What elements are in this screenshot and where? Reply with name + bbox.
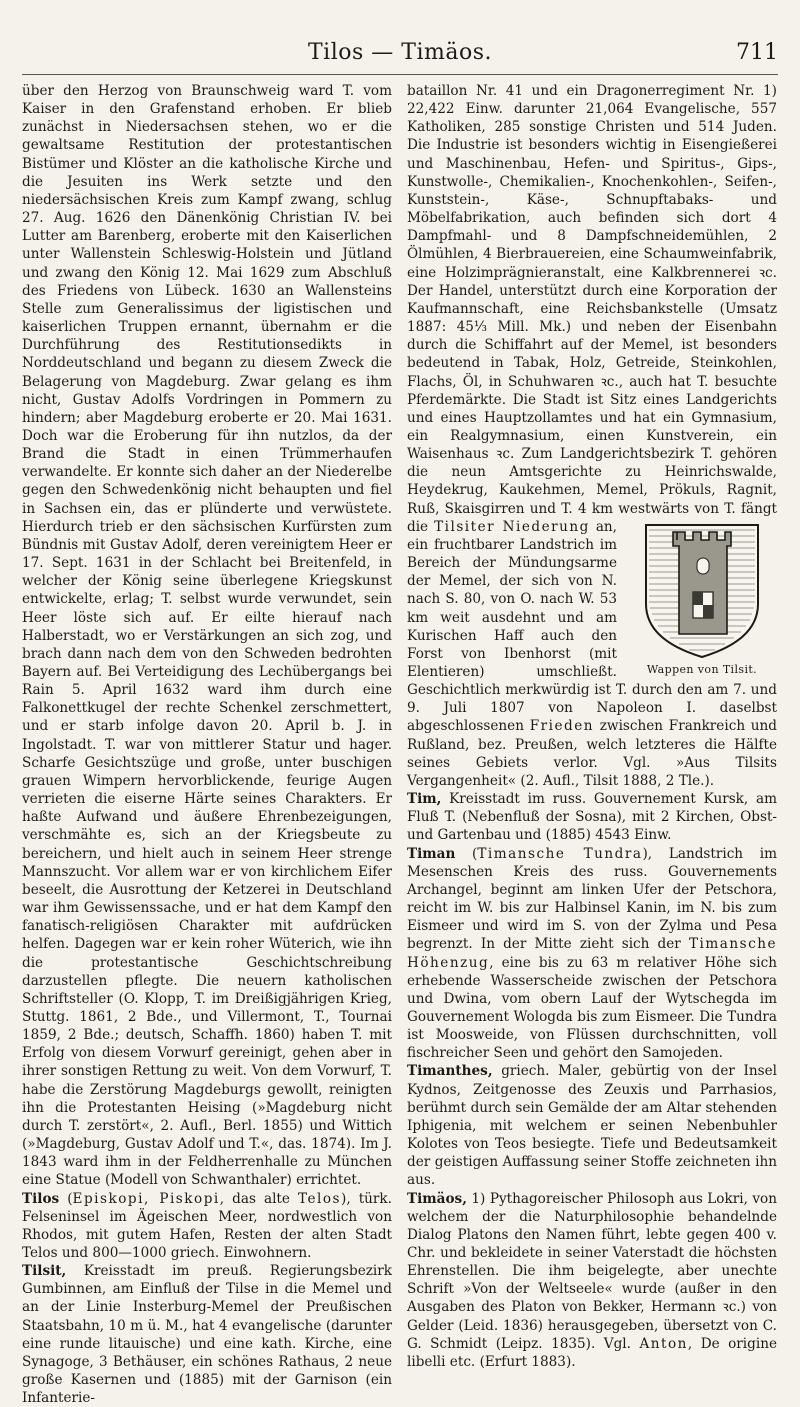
tilsit-text-top: bataillon Nr. 41 und ein Dragonerregiment Nr. 1) 22,422 Einw. darunter 21,064 Evangelische, 557 Katholiken, 285 sonstige Christen und 514 Juden. Die Industrie ist besonders wichtig in Eisengießerei und Maschinenbau, Hefen- und Spiritus-, Gips-, Kunstwolle-, Chemikalien-, Knochenkohlen-, Seifen-, Kunststein-, Käse-, Schnupftabaks- und Möbelfabrikation, auch befinden sich dort 4 Dampfmahl- und 8 Dampfschneidemühlen, 2 Ölmühlen, 4 Bierbrauereien, eine Schaumweinfabrik, eine Holzimprägnieranstalt, eine Kalkbrennerei ꝛc. Der Handel, unterstützt durch eine Korporation der Kaufmannschaft, eine Reichsbankstelle (Umsatz 1887: 45⅓ Mill. Mk.) und neben der Eisenbahn durch die Schiffahrt auf der Memel, ist besonders bedeutend in Tabak, Holz, Getreide, Steinkohlen, Flachs, Öl, in Schuhwaren ꝛc., auch hat T. besuchte Pferdemärkte. Die Stadt ist Sitz eines Landgerichts und eines Hauptzollamtes und hat ein Gymnasium, ein Realgymnasium, einen Kunstverein, ein Waisenhaus ꝛc. Zum Landgerichtsbezirk T. gehören die neun Amtsgerichte zu Heinrichswalde, Heydekrug, Kaukehmen, Memel, Prökuls, Ragnit, Ruß, Skaisgirren und T. 4 km westwärts von T. fängt die <box>407 83 777 535</box>
timan-body-2: , eine bis zu 63 m relativer Höhe sich erhebende Wasserscheide zwischen der Petschora und Dwina, vom obern Lauf der Wytschegda im Gouvernement Wologda bis zum Eismeer. Die Tundra ist Moosweide, von Flüssen durchschnitten, voll fischreicher Seen und gehört den Samojeden. <box>407 954 777 1062</box>
figure-caption: Wappen von Tilsit. <box>646 662 758 676</box>
headword-tilsit: Tilsit, <box>22 1263 67 1280</box>
headword-tim: Tim, <box>407 791 442 808</box>
tilos-entry: Tilos (Episkopi, Piskopi, das alte Telos), türk. Felseninsel im Ägeischen Meer, nordwestlich von Rhodos, mit gutem Hafen, Resten der alten Stadt Telos und 800—1000 griech. Einwohnern. <box>22 1190 392 1261</box>
coat-of-arms-figure <box>627 522 777 678</box>
tilos-mid-text: , das alte <box>219 1190 298 1207</box>
frieden-emphasis: Frieden <box>529 718 595 735</box>
tilsit-text-end: zwischen Frankreich und Rußland, bez. Preußen, welch letzteres die Hälfte seines Gebiets verlor. Vgl. »Aus Tilsits Vergangenheit« (2. Aufl., Tilsit 1888, 2 Tle.). <box>407 718 778 789</box>
castle-tower-shield-icon <box>643 522 761 660</box>
headword-timan: Timan <box>407 845 456 862</box>
tilsit-body-start: Kreisstadt im preuß. Regierungsbezirk Gumbinnen, am Einfluß der Tilse in die Memel und an der Linie Insterburg-Memel der Preußischen Staatsbahn, 10 m ü. M., hat 4 evangelische (darunter eine runde litauische) und eine kath. Kirche, eine Synagoge, 3 Bethäuser, ein schönes Rathaus, 2 neue große Kasernen und (1885) mit der Garnison (ein Infanterie- <box>22 1263 392 1407</box>
header-rule <box>22 74 778 75</box>
right-column <box>407 82 777 1371</box>
tim-entry <box>407 790 777 844</box>
page-number: 711 <box>736 40 778 65</box>
page-header <box>22 40 778 70</box>
tilsit-entry-continuation <box>407 82 777 790</box>
timan-hoehenzug: Timansche Höhenzug <box>407 936 777 971</box>
tilsit-entry <box>22 1262 392 1407</box>
running-head: Tilos — Timäos. <box>308 40 492 65</box>
tilos-ancient-name: Telos <box>297 1190 342 1207</box>
timaeos-entry <box>407 1190 777 1372</box>
timan-open-paren: ( <box>455 845 478 862</box>
tilsit-text-mid: an, ein fruchtbarer Landstrich im Bereich der Mündungsarme der Memel, der sich von N. nach S. 80, von O. nach W. 53 km weit ausdehnt und am Kurischen Haff auch den Forst von Ibenhorst (mit Elentieren) umschließt. Geschichtlich merkwürdig ist T. durch den am 7. und 9. Juli 1807 von Napoleon I. daselbst abgeschlossenen <box>407 518 777 735</box>
headword-timaeos: Timäos, <box>407 1190 467 1207</box>
timaeos-body-1: 1) Pythagoreischer Philosoph aus Lokri, von welchem der die Naturphilosophie behandelnde Dialog Platons den Namen führt, lebte gegen 400 v. Chr. und bekleidete in seiner Vaterstadt die höchsten Ehrenstellen. Die ihm beigelegte, aber unechte Schrift »Von der Weltseele« wurde (außer in den Ausgaben des Platon von Bekker, Hermann ꝛc.) von Gelder (Leid. 1836) herausgegeben, übersetzt von C. G. Schmidt (Leipz. 1835). Vgl. <box>407 1190 777 1352</box>
tilly-entry-continuation: über den Herzog von Braunschweig ward T. vom Kaiser in den Grafenstand erhoben. Er blieb zunächst in Niedersachsen stehen, wo er die gewaltsame Restitution der protestantischen Bistümer und Klöster an die katholische Kirche und die Jesuiten ins Werk setzte und den niedersächsischen Kreis zum Kampf zwang, schlug 27. Aug. 1626 den Dänenkönig Christian IV. bei Lutter am Barenberg, eroberte mit den Kaiserlichen unter Wallenstein Schleswig-Holstein und Jütland und zwang den König 12. Mai 1629 zum Abschluß des Friedens von Lübeck. 1630 an Wallensteins Stelle zum Generalissimus der ligistischen und kaiserlichen Truppen ernannt, übernahm er die Durchführung des Restitutionsedikts in Norddeutschland und begann zu diesem Zweck die Belagerung von Magdeburg. Zwar gelang es ihm nicht, Gustav Adolfs Vordringen in Pommern zu hindern; aber Magdeburg eroberte er 20. Mai 1631. Doch war die Eroberung für ihn nutzlos, da der Brand die Stadt in einen Trümmerhaufen verwandelte. Er konnte sich daher an der Niederelbe gegen den Schwedenkönig nicht behaupten und fiel in Sachsen ein, das er plünderte und verwüstete. Hierdurch trieb er den sächsischen Kurfürsten zum Bündnis mit Gustav Adolf, deren vereinigtem Heer er 17. Sept. 1631 in der Schlacht bei Breitenfeld, in welcher der König seine überlegene Kriegskunst entwickelte, erlag; T. selbst wurde verwundet, sein Heer löste sich auf. Er eilte hierauf nach Halberstadt, wo er Verstärkungen an sich zog, und brach dann nach dem von den Schweden bedrohten Bayern auf. Bei Verteidigung des Lechübergangs bei Rain 5. April 1632 ward ihm durch eine Falkonettkugel der rechte Schenkel zerschmettert, und er starb infolge davon 20. April b. J. in Ingolstadt. T. war von mittlerer Statur und hager. Scharfe Gesichtszüge und große, unter buschigen grauen Wimpern hervorblickende, feurige Augen verrieten die eiserne Härte seines Charakters. Er haßte Aufwand und äußere Ehrenbezeigungen, verschmähte es, sich an der Kriegsbeute zu bereichern, und hielt auch in seinem Heer strenge Mannszucht. Vor allem war er von kirchlichem Eifer beseelt, die Ausrottung der Ketzerei in Deutschland war ihm Gewissenssache, und er hat dem Kampf den fanatisch-religiösen Charakter mit aufdrücken helfen. Dagegen war er kein roher Wüterich, wie ihn die protestantische Geschichtschreibung darzustellen pflegte. Die neuern katholischen Schriftsteller (O. Klopp, T. im Dreißigjährigen Krieg, Stuttg. 1861, 2 Bde., und Villermont, T., Tournai 1859, 2 Bde.; deutsch, Schaffh. 1860) haben T. mit Erfolg von diesem Vorwurf gereinigt, gehen aber in ihrer sonstigen Rettung zu weit. Von dem Vorwurf, T. habe die Zerstörung Magdeburgs gewollt, reinigten ihn die Protestanten Heising (»Magdeburg nicht durch T. zerstört«, 2. Aufl., Berl. 1855) und Wittich (»Magdeburg, Gustav Adolf und T.«, das. 1874). Im J. 1843 ward ihm in der Feldherrenhalle zu München eine Statue (Modell von Schwanthaler) errichtet. <box>22 83 392 1189</box>
tim-body: Kreisstadt im russ. Gouvernement Kursk, am Fluß T. (Nebenfluß der Sosna), mit 2 Kirchen, Obst- und Gartenbau und (1885) 4543 Einw. <box>407 791 777 844</box>
headword-tilos: Tilos <box>22 1190 60 1207</box>
left-column <box>22 82 392 1407</box>
timan-alt-name: Timansche Tundra <box>477 845 643 862</box>
tilos-body: ), türk. Felseninsel im Ägeischen Meer, nordwestlich von Rhodos, mit gutem Hafen, Resten der alten Stadt Telos und 800—1000 griech. Einwohnern. <box>22 1190 392 1261</box>
headword-timanthes: Timanthes, <box>407 1063 493 1080</box>
timanthes-entry <box>407 1062 777 1189</box>
timan-body-1: ), Landstrich im Mesenschen Kreis des russ. Gouvernements Archangel, beginnt am linken Ufer der Petschora, reicht im W. bis zur Halbinsel Kanin, im N. bis zum Eismeer und wird im S. von der Zylma und Pesa begrenzt. In der Mitte zieht sich der <box>407 845 777 953</box>
tilos-alt-names: Episkopi, Piskopi <box>72 1190 220 1207</box>
timaeos-body-2: , De origine libelli etc. (Erfurt 1883). <box>407 1335 777 1370</box>
timanthes-body: griech. Maler, gebürtig von der Insel Kydnos, Zeitgenosse des Zeuxis und Parrhasios, berühmt durch sein Gemälde der am Altar stehenden Iphigenia, mit welchem er seinen Nebenbuhler Kolotes von Teos besiegte. Tiefe und Bedeutsamkeit der geistigen Auffassung seiner Stoffe zeichneten ihn aus. <box>407 1063 777 1189</box>
author-anton: Anton <box>639 1335 688 1352</box>
timan-entry <box>407 845 777 1063</box>
tilsiter-niederung: Tilsiter Niederung <box>434 518 590 535</box>
